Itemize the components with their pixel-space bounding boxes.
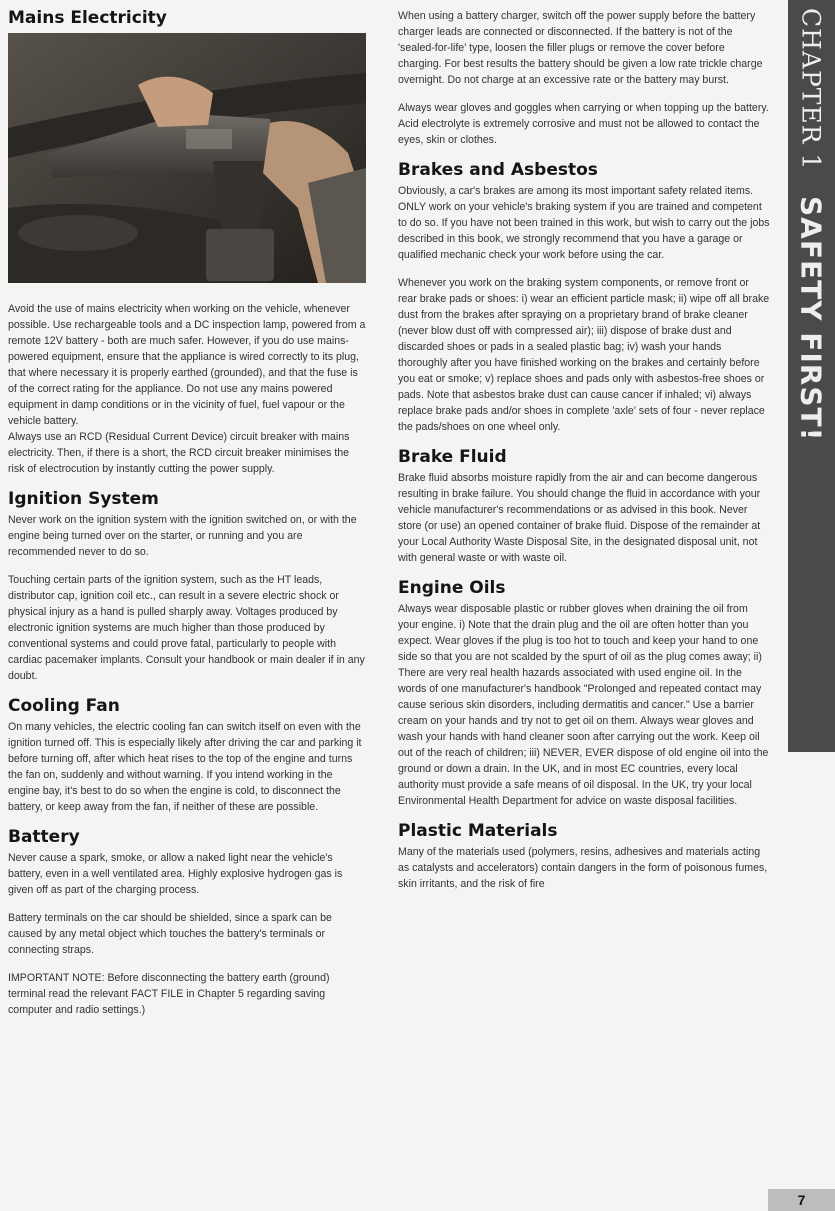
heading-ignition-system: Ignition System xyxy=(8,489,159,509)
mains-paragraph-2: Always use an RCD (Residual Current Device) circuit breaker with mains electricity. Then, if there is a short, the RCD circuit breaker minimises the risk of electrocution by instantly cutting the power supply. xyxy=(8,431,350,475)
chapter-title: SAFETY FIRST! xyxy=(794,196,828,442)
battery-paragraph-4: When using a battery charger, switch off the power supply before the battery charger leads are connected or disconnected. If the battery is not of the 'sealed-for-life' type, loosen the filler plugs or remove the cover before charging. For best results the battery should be given a low rate trickle charge overnight. Do not charge at an excessive rate or the battery may burst. xyxy=(398,10,763,86)
battery-paragraph-2: Battery terminals on the car should be shielded, since a spark can be caused by any metal object which touches the battery's terminals or connecting straps. xyxy=(8,912,332,956)
brakes-paragraph-2: Whenever you work on the braking system components, or remove front or rear brake pads or shoes: i) wear an efficient particle mask; ii) wipe off all brake dust from the brakes after spraying on a proprietary brand of brake cleaner (never blow dust off with compressed air); iii) dispose of brake dust and discarded shoes or pads in a sealed plastic bag; iv) wash your hands thoroughly after you have finished working on the brakes and certainly before you eat or smoke; v) replace shoes and pads only with asbestos-free shoes or pads. Note that asbestos brake dust can cause cancer if inhaled; vi) always replace brake pads and/or shoes in complete 'axle' sets of four - never replace the pads/shoes on one wheel only. xyxy=(398,277,770,433)
cooling-paragraph-1: On many vehicles, the electric cooling fan can switch itself on even with the ignition turned off. This is especially likely after driving the car and parking it before turning off, after which heat rises to the top of the engine and turns the fan on, suddenly and without warning. If you intend working in the engine bay, it's best to do so when the engine is cold, to disconnect the battery, or keep away from the fan, if neither of these are possible. xyxy=(8,721,362,813)
ignition-paragraph-2: Touching certain parts of the ignition system, such as the HT leads, distributor cap, ignition coil etc., can result in a severe electric shock or physical injury as a hand is pulled sharply away. Voltages produced by electronic ignition systems are much higher than those produced by conventional systems and could prove fatal, particularly to people with cardiac pacemaker implants. Consult your handbook or main dealer if in any doubt. xyxy=(8,574,365,682)
heading-plastic-materials: Plastic Materials xyxy=(398,821,558,841)
heading-brake-fluid: Brake Fluid xyxy=(398,447,507,467)
left-column xyxy=(8,8,366,1018)
mains-paragraph-1: Avoid the use of mains electricity when working on the vehicle, whenever possible. Use rechargeable tools and a DC inspection lamp, powered from a remote 12V battery - both are much safer. However, if you do use mains-powered equipment, ensure that the appliance is wired correctly to its plug, that where necessary it is properly earthed (grounded), and that the fuse is of the correct rating for the appliance. Do not use any mains powered equipment in damp conditions or in the vicinity of fuel, fuel vapour or the vehicle battery. xyxy=(8,303,366,427)
battery-paragraph-1: Never cause a spark, smoke, or allow a naked light near the vehicle's battery, even in a well ventilated area. Highly explosive hydrogen gas is given off as part of the charging process. xyxy=(8,852,343,896)
heading-cooling-fan: Cooling Fan xyxy=(8,696,120,716)
heading-brakes-asbestos: Brakes and Asbestos xyxy=(398,160,598,180)
battery-paragraph-5: Always wear gloves and goggles when carrying or when topping up the battery. Acid electrolyte is extremely corrosive and must not be allowed to contact the eyes, skin or clothes. xyxy=(398,102,769,146)
oils-paragraph-1: Always wear disposable plastic or rubber gloves when draining the oil from your engine. i) Note that the drain plug and the oil are often hotter than you expect. Wear gloves if the plug is too hot to touch and keep your hand to one side so that you are not scalded by the spurt of oil as the plug comes away; ii) There are very real health hazards associated with used engine oil. In the words of one manufacturer's handbook "Prolonged and repeated contact may cause serious skin disorders, including dermatitis and cancer." Use a barrier cream on your hands and try not to get oil on them. Always wear gloves and wash your hands with hand cleaner soon after carrying out the work. Keep oil out of the reach of children; iii) NEVER, EVER dispose of old engine oil into the ground or down a drain. In the UK, and in most EC countries, every local authority must provide a safe means of oil disposal. In the UK, try your local Environmental Health Department for advice on waste disposal facilities. xyxy=(398,603,769,807)
plastic-paragraph-1: Many of the materials used (polymers, resins, adhesives and materials acting as catalysts and accelerators) contain dangers in the form of poisonous fumes, skin irritants, and the risk of fire xyxy=(398,846,768,890)
ignition-paragraph-1: Never work on the ignition system with the ignition switched on, or with the engine being turned over on the starter, or running and you are recommended never to do so. xyxy=(8,514,357,558)
fluid-paragraph-1: Brake fluid absorbs moisture rapidly from the air and can become dangerous resulting in brake failure. You should change the fluid in accordance with your vehicle manufacturer's recommendations or as advised in this book. Never store (or use) an opened container of brake fluid. Dispose of the remainder at your Local Authority Waste Disposal Site, in the designated disposal unit, not with general waste or with waste oil. xyxy=(398,472,761,564)
heading-mains-electricity: Mains Electricity xyxy=(8,8,167,28)
heading-engine-oils: Engine Oils xyxy=(398,578,506,598)
right-column xyxy=(398,8,770,892)
drill-photo xyxy=(8,33,366,283)
brakes-paragraph-1: Obviously, a car's brakes are among its most important safety related items. ONLY work on your vehicle's braking system if you are trained and competent to do so. If you have not been trained in this work, but wish to carry out the jobs described in this book, we strongly recommend that you have a garage or qualified mechanic check your work before using the car. xyxy=(398,185,770,261)
chapter-label: CHAPTER 1 xyxy=(796,8,826,171)
heading-battery: Battery xyxy=(8,827,80,847)
chapter-sidebar-label xyxy=(789,8,833,748)
page-number: 7 xyxy=(768,1189,835,1211)
drill-photo-illustration xyxy=(8,33,366,283)
battery-paragraph-3: IMPORTANT NOTE: Before disconnecting the battery earth (ground) terminal read the relevant FACT FILE in Chapter 5 regarding saving computer and radio settings.) xyxy=(8,972,330,1016)
